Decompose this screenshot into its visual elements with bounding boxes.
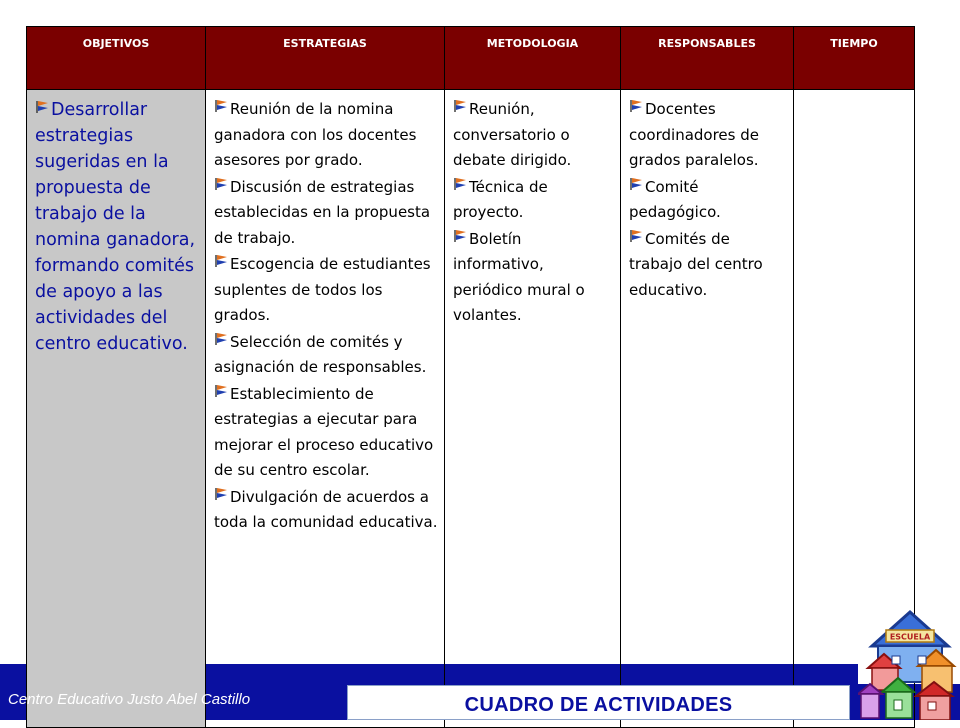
slide-title: CUADRO DE ACTIVIDADES <box>347 685 850 720</box>
flag-bullet-icon <box>214 251 228 265</box>
flag-bullet-icon <box>453 226 467 240</box>
activities-table <box>26 26 915 728</box>
list-item <box>453 226 614 329</box>
responsables-cell <box>621 90 794 728</box>
estrategia-text: Escogencia de estudiantes suplentes de todos los grados. <box>214 255 431 324</box>
table-header-row <box>27 27 915 90</box>
flag-bullet-icon <box>629 226 643 240</box>
escuela-sign: ESCUELA <box>889 632 931 642</box>
responsable-text: Docentes coordinadores de grados paralelos. <box>629 100 759 169</box>
table-row <box>27 90 915 728</box>
school-name: Centro Educativo Justo Abel Castillo <box>8 691 251 708</box>
header-tiempo: TIEMPO <box>794 27 915 90</box>
flag-bullet-icon <box>214 484 228 498</box>
list-item <box>214 329 438 381</box>
estrategia-text: Selección de comités y asignación de responsables. <box>214 332 427 376</box>
list-item <box>453 96 614 174</box>
list-item <box>35 96 199 357</box>
list-item <box>214 251 438 329</box>
estrategia-text: Reunión de la nomina ganadora con los docentes asesores por grado. <box>214 100 417 169</box>
flag-bullet-icon <box>214 96 228 110</box>
metodologia-text: Reunión, conversatorio o debate dirigido. <box>453 100 572 169</box>
flag-bullet-icon <box>629 96 643 110</box>
list-item <box>629 174 787 226</box>
flag-bullet-icon <box>214 329 228 343</box>
flag-bullet-icon <box>453 96 467 110</box>
metodologia-cell <box>445 90 621 728</box>
header-responsables: RESPONSABLES <box>621 27 794 90</box>
school-houses-logo <box>858 606 958 720</box>
flag-bullet-icon <box>629 174 643 188</box>
header-objetivos: OBJETIVOS <box>27 27 206 90</box>
estrategia-text: Divulgación de acuerdos a toda la comunidad educativa. <box>214 487 438 531</box>
estrategias-cell <box>206 90 445 728</box>
objetivo-text: Desarrollar estrategias sugeridas en la propuesta de trabajo de la nomina ganadora, formando comités de apoyo a las actividades del centro educativo. <box>35 100 196 354</box>
list-item <box>214 96 438 174</box>
list-item <box>629 96 787 174</box>
list-item <box>453 174 614 226</box>
responsable-text: Comité pedagógico. <box>629 177 721 221</box>
responsable-text: Comités de trabajo del centro educativo. <box>629 229 763 299</box>
list-item <box>629 226 787 304</box>
list-item <box>214 381 438 484</box>
list-item <box>214 174 438 252</box>
header-metodologia: METODOLOGIA <box>445 27 621 90</box>
flag-bullet-icon <box>214 381 228 395</box>
flag-bullet-icon <box>453 174 467 188</box>
objetivo-cell <box>27 90 206 728</box>
metodologia-text: Boletín informativo, periódico mural o volantes. <box>453 229 585 324</box>
estrategia-text: Discusión de estrategias establecidas en la propuesta de trabajo. <box>214 177 431 247</box>
estrategia-text: Establecimiento de estrategias a ejecutar para mejorar el proceso educativo de su centro escolar. <box>214 384 434 479</box>
flag-bullet-icon <box>214 174 228 188</box>
header-estrategias: ESTRATEGIAS <box>206 27 445 90</box>
flag-bullet-icon <box>35 96 49 110</box>
metodologia-text: Técnica de proyecto. <box>453 177 548 221</box>
list-item <box>214 484 438 536</box>
